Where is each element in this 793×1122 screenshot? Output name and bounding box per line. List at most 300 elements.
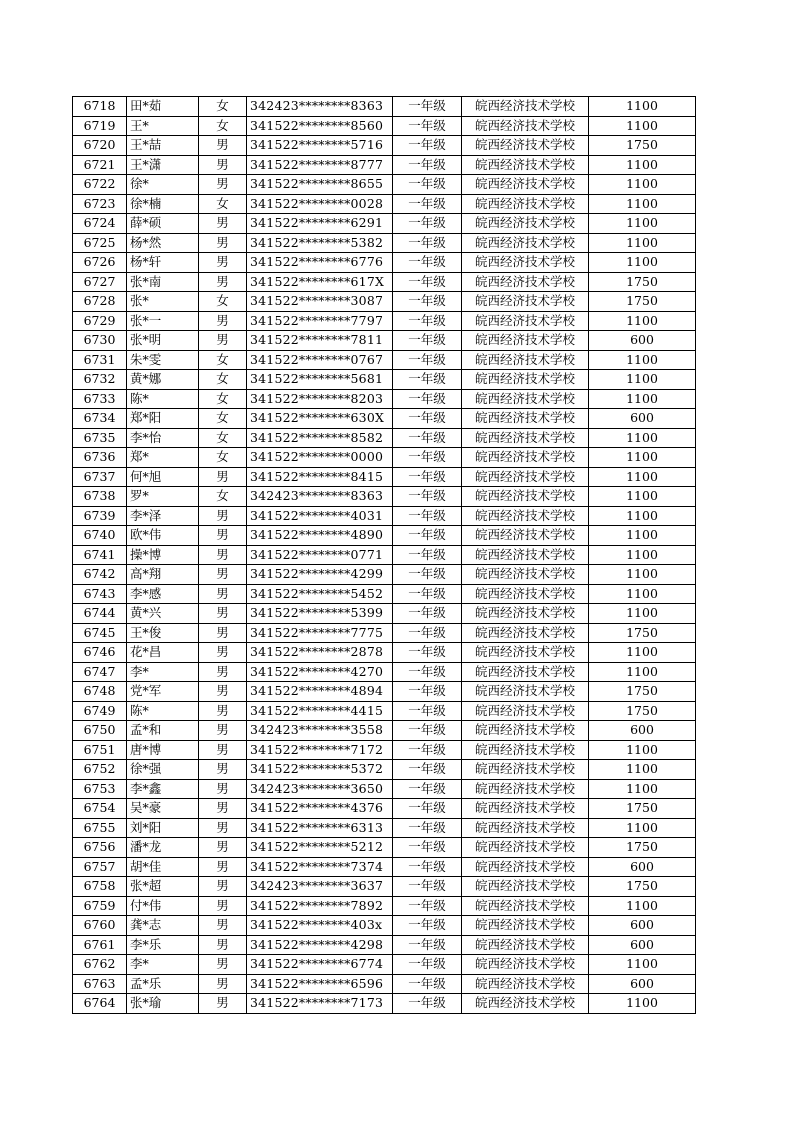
cell-school: 皖西经济技术学校	[462, 331, 589, 351]
cell-school: 皖西经济技术学校	[462, 838, 589, 858]
cell-amount: 1100	[589, 311, 696, 331]
cell-gender: 男	[199, 331, 247, 351]
table-row	[73, 584, 696, 604]
cell-student-name: 杨*然	[127, 233, 199, 253]
cell-gender: 男	[199, 545, 247, 565]
cell-serial-number: 6724	[73, 214, 127, 234]
table-row	[73, 779, 696, 799]
student-subsidy-table	[72, 96, 696, 1014]
cell-student-name: 花*昌	[127, 643, 199, 663]
cell-grade: 一年级	[393, 311, 462, 331]
cell-id-number: 341522********0771	[247, 545, 393, 565]
cell-id-number: 341522********4031	[247, 506, 393, 526]
cell-grade: 一年级	[393, 370, 462, 390]
cell-gender: 男	[199, 760, 247, 780]
cell-school: 皖西经济技术学校	[462, 935, 589, 955]
cell-serial-number: 6742	[73, 565, 127, 585]
cell-grade: 一年级	[393, 136, 462, 156]
cell-grade: 一年级	[393, 935, 462, 955]
cell-school: 皖西经济技术学校	[462, 292, 589, 312]
cell-id-number: 341522********4376	[247, 799, 393, 819]
cell-id-number: 341522********5681	[247, 370, 393, 390]
table-row	[73, 740, 696, 760]
cell-gender: 男	[199, 526, 247, 546]
table-row	[73, 253, 696, 273]
cell-amount: 1100	[589, 643, 696, 663]
cell-school: 皖西经济技术学校	[462, 643, 589, 663]
cell-student-name: 王*潇	[127, 155, 199, 175]
cell-school: 皖西经济技术学校	[462, 799, 589, 819]
cell-id-number: 341522********4890	[247, 526, 393, 546]
cell-student-name: 薛*硕	[127, 214, 199, 234]
table-row	[73, 877, 696, 897]
cell-amount: 1100	[589, 233, 696, 253]
cell-gender: 女	[199, 194, 247, 214]
cell-serial-number: 6756	[73, 838, 127, 858]
cell-grade: 一年级	[393, 896, 462, 916]
cell-grade: 一年级	[393, 916, 462, 936]
cell-id-number: 341522********5372	[247, 760, 393, 780]
table-row	[73, 916, 696, 936]
cell-serial-number: 6755	[73, 818, 127, 838]
cell-school: 皖西经济技术学校	[462, 974, 589, 994]
cell-grade: 一年级	[393, 487, 462, 507]
cell-student-name: 唐*博	[127, 740, 199, 760]
cell-serial-number: 6719	[73, 116, 127, 136]
cell-student-name: 潘*龙	[127, 838, 199, 858]
table-row	[73, 350, 696, 370]
cell-serial-number: 6751	[73, 740, 127, 760]
cell-id-number: 341522********7811	[247, 331, 393, 351]
cell-student-name: 王*俊	[127, 623, 199, 643]
cell-gender: 男	[199, 701, 247, 721]
table-row	[73, 272, 696, 292]
table-row	[73, 838, 696, 858]
cell-grade: 一年级	[393, 116, 462, 136]
cell-school: 皖西经济技术学校	[462, 233, 589, 253]
table-row	[73, 233, 696, 253]
cell-amount: 1100	[589, 994, 696, 1014]
cell-id-number: 341522********630X	[247, 409, 393, 429]
cell-serial-number: 6735	[73, 428, 127, 448]
cell-student-name: 徐*强	[127, 760, 199, 780]
table-row	[73, 701, 696, 721]
cell-id-number: 341522********4298	[247, 935, 393, 955]
cell-gender: 男	[199, 877, 247, 897]
cell-gender: 女	[199, 292, 247, 312]
cell-grade: 一年级	[393, 760, 462, 780]
cell-id-number: 341522********8203	[247, 389, 393, 409]
cell-student-name: 刘*阳	[127, 818, 199, 838]
cell-amount: 1100	[589, 526, 696, 546]
table-row	[73, 935, 696, 955]
cell-school: 皖西经济技术学校	[462, 740, 589, 760]
cell-serial-number: 6748	[73, 682, 127, 702]
cell-id-number: 341522********6291	[247, 214, 393, 234]
table-row	[73, 506, 696, 526]
cell-id-number: 341522********0028	[247, 194, 393, 214]
cell-student-name: 李*	[127, 955, 199, 975]
cell-id-number: 341522********7374	[247, 857, 393, 877]
cell-id-number: 341522********2878	[247, 643, 393, 663]
table-row	[73, 682, 696, 702]
table-row	[73, 175, 696, 195]
table-row	[73, 662, 696, 682]
cell-student-name: 龚*志	[127, 916, 199, 936]
cell-gender: 男	[199, 136, 247, 156]
cell-amount: 1100	[589, 487, 696, 507]
cell-grade: 一年级	[393, 506, 462, 526]
cell-gender: 男	[199, 779, 247, 799]
cell-grade: 一年级	[393, 818, 462, 838]
cell-grade: 一年级	[393, 214, 462, 234]
cell-amount: 1100	[589, 955, 696, 975]
cell-school: 皖西经济技术学校	[462, 721, 589, 741]
cell-amount: 1100	[589, 194, 696, 214]
table-row	[73, 974, 696, 994]
table-row	[73, 643, 696, 663]
table-row	[73, 194, 696, 214]
cell-school: 皖西经济技术学校	[462, 487, 589, 507]
table-row	[73, 487, 696, 507]
cell-amount: 1100	[589, 779, 696, 799]
cell-student-name: 胡*佳	[127, 857, 199, 877]
cell-school: 皖西经济技术学校	[462, 370, 589, 390]
cell-grade: 一年级	[393, 604, 462, 624]
cell-amount: 600	[589, 935, 696, 955]
cell-serial-number: 6762	[73, 955, 127, 975]
cell-amount: 1100	[589, 506, 696, 526]
cell-school: 皖西经济技术学校	[462, 389, 589, 409]
cell-amount: 1750	[589, 838, 696, 858]
cell-id-number: 341522********7173	[247, 994, 393, 1014]
cell-student-name: 张*南	[127, 272, 199, 292]
cell-school: 皖西经济技术学校	[462, 97, 589, 117]
table-row	[73, 311, 696, 331]
cell-gender: 男	[199, 233, 247, 253]
cell-gender: 男	[199, 214, 247, 234]
cell-grade: 一年级	[393, 799, 462, 819]
cell-id-number: 341522********0767	[247, 350, 393, 370]
cell-gender: 男	[199, 857, 247, 877]
cell-student-name: 李*怡	[127, 428, 199, 448]
cell-serial-number: 6744	[73, 604, 127, 624]
cell-grade: 一年级	[393, 272, 462, 292]
cell-serial-number: 6731	[73, 350, 127, 370]
cell-id-number: 341522********4270	[247, 662, 393, 682]
cell-grade: 一年级	[393, 740, 462, 760]
cell-serial-number: 6718	[73, 97, 127, 117]
cell-gender: 男	[199, 662, 247, 682]
cell-student-name: 何*旭	[127, 467, 199, 487]
cell-serial-number: 6734	[73, 409, 127, 429]
cell-serial-number: 6764	[73, 994, 127, 1014]
cell-school: 皖西经济技术学校	[462, 994, 589, 1014]
cell-gender: 男	[199, 721, 247, 741]
cell-id-number: 341522********5399	[247, 604, 393, 624]
cell-grade: 一年级	[393, 350, 462, 370]
cell-amount: 600	[589, 721, 696, 741]
cell-student-name: 吴*豪	[127, 799, 199, 819]
cell-school: 皖西经济技术学校	[462, 116, 589, 136]
cell-grade: 一年级	[393, 448, 462, 468]
cell-serial-number: 6749	[73, 701, 127, 721]
cell-grade: 一年级	[393, 643, 462, 663]
cell-amount: 1100	[589, 116, 696, 136]
cell-student-name: 田*茹	[127, 97, 199, 117]
cell-student-name: 孟*和	[127, 721, 199, 741]
cell-serial-number: 6720	[73, 136, 127, 156]
cell-student-name: 李*感	[127, 584, 199, 604]
cell-amount: 1100	[589, 467, 696, 487]
cell-amount: 1100	[589, 448, 696, 468]
cell-school: 皖西经济技术学校	[462, 311, 589, 331]
cell-amount: 1100	[589, 155, 696, 175]
cell-serial-number: 6754	[73, 799, 127, 819]
cell-serial-number: 6732	[73, 370, 127, 390]
cell-gender: 男	[199, 974, 247, 994]
table-row	[73, 818, 696, 838]
table-row	[73, 545, 696, 565]
cell-school: 皖西经济技术学校	[462, 779, 589, 799]
cell-grade: 一年级	[393, 409, 462, 429]
cell-amount: 1100	[589, 97, 696, 117]
cell-id-number: 341522********7892	[247, 896, 393, 916]
cell-grade: 一年级	[393, 253, 462, 273]
cell-grade: 一年级	[393, 857, 462, 877]
cell-serial-number: 6729	[73, 311, 127, 331]
cell-serial-number: 6738	[73, 487, 127, 507]
cell-student-name: 王*喆	[127, 136, 199, 156]
cell-serial-number: 6747	[73, 662, 127, 682]
cell-id-number: 341522********5452	[247, 584, 393, 604]
cell-amount: 600	[589, 331, 696, 351]
cell-gender: 男	[199, 896, 247, 916]
cell-school: 皖西经济技术学校	[462, 857, 589, 877]
cell-serial-number: 6758	[73, 877, 127, 897]
cell-serial-number: 6763	[73, 974, 127, 994]
cell-amount: 1750	[589, 272, 696, 292]
cell-student-name: 徐*	[127, 175, 199, 195]
cell-id-number: 342423********8363	[247, 97, 393, 117]
cell-gender: 男	[199, 623, 247, 643]
cell-grade: 一年级	[393, 662, 462, 682]
cell-grade: 一年级	[393, 526, 462, 546]
cell-gender: 女	[199, 487, 247, 507]
cell-student-name: 黄*娜	[127, 370, 199, 390]
cell-serial-number: 6722	[73, 175, 127, 195]
cell-id-number: 341522********8582	[247, 428, 393, 448]
cell-school: 皖西经济技术学校	[462, 662, 589, 682]
table-row	[73, 721, 696, 741]
cell-school: 皖西经济技术学校	[462, 818, 589, 838]
cell-gender: 男	[199, 818, 247, 838]
cell-gender: 女	[199, 428, 247, 448]
cell-grade: 一年级	[393, 779, 462, 799]
cell-serial-number: 6721	[73, 155, 127, 175]
cell-amount: 1100	[589, 350, 696, 370]
cell-serial-number: 6725	[73, 233, 127, 253]
cell-grade: 一年级	[393, 467, 462, 487]
cell-gender: 女	[199, 116, 247, 136]
cell-grade: 一年级	[393, 428, 462, 448]
cell-grade: 一年级	[393, 565, 462, 585]
cell-amount: 1750	[589, 682, 696, 702]
cell-student-name: 杨*轩	[127, 253, 199, 273]
cell-school: 皖西经济技术学校	[462, 155, 589, 175]
cell-gender: 男	[199, 253, 247, 273]
cell-student-name: 李*	[127, 662, 199, 682]
cell-school: 皖西经济技术学校	[462, 428, 589, 448]
cell-school: 皖西经济技术学校	[462, 760, 589, 780]
cell-gender: 男	[199, 955, 247, 975]
cell-gender: 女	[199, 409, 247, 429]
table-row	[73, 428, 696, 448]
cell-gender: 男	[199, 272, 247, 292]
cell-school: 皖西经济技术学校	[462, 506, 589, 526]
cell-amount: 600	[589, 974, 696, 994]
table-row	[73, 857, 696, 877]
table-row	[73, 97, 696, 117]
table-row	[73, 760, 696, 780]
cell-gender: 男	[199, 838, 247, 858]
cell-amount: 1100	[589, 253, 696, 273]
cell-student-name: 郑*	[127, 448, 199, 468]
cell-student-name: 付*伟	[127, 896, 199, 916]
cell-student-name: 朱*雯	[127, 350, 199, 370]
cell-amount: 1100	[589, 584, 696, 604]
cell-id-number: 342423********3558	[247, 721, 393, 741]
cell-student-name: 张*瑜	[127, 994, 199, 1014]
table-row	[73, 409, 696, 429]
cell-student-name: 孟*乐	[127, 974, 199, 994]
table-row	[73, 389, 696, 409]
cell-grade: 一年级	[393, 155, 462, 175]
table-row	[73, 155, 696, 175]
cell-student-name: 操*博	[127, 545, 199, 565]
cell-amount: 600	[589, 857, 696, 877]
cell-school: 皖西经济技术学校	[462, 565, 589, 585]
cell-gender: 男	[199, 799, 247, 819]
cell-amount: 1100	[589, 214, 696, 234]
table-row	[73, 467, 696, 487]
cell-student-name: 罗*	[127, 487, 199, 507]
cell-gender: 男	[199, 175, 247, 195]
cell-grade: 一年级	[393, 994, 462, 1014]
cell-serial-number: 6733	[73, 389, 127, 409]
cell-grade: 一年级	[393, 838, 462, 858]
cell-student-name: 陈*	[127, 389, 199, 409]
cell-id-number: 341522********7775	[247, 623, 393, 643]
cell-amount: 1750	[589, 701, 696, 721]
cell-serial-number: 6739	[73, 506, 127, 526]
cell-serial-number: 6726	[73, 253, 127, 273]
table-row	[73, 526, 696, 546]
cell-id-number: 341522********6774	[247, 955, 393, 975]
cell-school: 皖西经济技术学校	[462, 526, 589, 546]
cell-grade: 一年级	[393, 194, 462, 214]
cell-serial-number: 6757	[73, 857, 127, 877]
cell-school: 皖西经济技术学校	[462, 701, 589, 721]
cell-school: 皖西经济技术学校	[462, 136, 589, 156]
cell-serial-number: 6746	[73, 643, 127, 663]
cell-amount: 1750	[589, 292, 696, 312]
cell-serial-number: 6759	[73, 896, 127, 916]
cell-school: 皖西经济技术学校	[462, 448, 589, 468]
cell-id-number: 341522********617X	[247, 272, 393, 292]
cell-gender: 女	[199, 448, 247, 468]
cell-school: 皖西经济技术学校	[462, 916, 589, 936]
cell-student-name: 高*翔	[127, 565, 199, 585]
cell-serial-number: 6730	[73, 331, 127, 351]
cell-serial-number: 6737	[73, 467, 127, 487]
cell-serial-number: 6736	[73, 448, 127, 468]
cell-amount: 1100	[589, 818, 696, 838]
table-row	[73, 116, 696, 136]
cell-amount: 1100	[589, 760, 696, 780]
cell-student-name: 徐*楠	[127, 194, 199, 214]
table-row	[73, 799, 696, 819]
cell-student-name: 张*	[127, 292, 199, 312]
cell-id-number: 341522********6313	[247, 818, 393, 838]
cell-school: 皖西经济技术学校	[462, 350, 589, 370]
cell-grade: 一年级	[393, 331, 462, 351]
table-row	[73, 623, 696, 643]
cell-serial-number: 6728	[73, 292, 127, 312]
cell-school: 皖西经济技术学校	[462, 467, 589, 487]
cell-student-name: 李*泽	[127, 506, 199, 526]
cell-gender: 女	[199, 370, 247, 390]
cell-grade: 一年级	[393, 584, 462, 604]
cell-id-number: 342423********3650	[247, 779, 393, 799]
cell-student-name: 郑*阳	[127, 409, 199, 429]
cell-amount: 1100	[589, 428, 696, 448]
cell-id-number: 341522********7797	[247, 311, 393, 331]
cell-gender: 男	[199, 565, 247, 585]
cell-grade: 一年级	[393, 682, 462, 702]
cell-school: 皖西经济技术学校	[462, 877, 589, 897]
cell-id-number: 341522********7172	[247, 740, 393, 760]
cell-grade: 一年级	[393, 623, 462, 643]
cell-student-name: 李*鑫	[127, 779, 199, 799]
cell-student-name: 张*超	[127, 877, 199, 897]
table-body	[73, 97, 696, 1014]
cell-gender: 男	[199, 994, 247, 1014]
cell-school: 皖西经济技术学校	[462, 545, 589, 565]
cell-amount: 1100	[589, 370, 696, 390]
cell-gender: 男	[199, 604, 247, 624]
cell-gender: 男	[199, 506, 247, 526]
cell-grade: 一年级	[393, 292, 462, 312]
cell-amount: 600	[589, 409, 696, 429]
cell-id-number: 341522********8777	[247, 155, 393, 175]
cell-amount: 1100	[589, 604, 696, 624]
cell-id-number: 341522********5382	[247, 233, 393, 253]
cell-serial-number: 6740	[73, 526, 127, 546]
cell-id-number: 341522********3087	[247, 292, 393, 312]
cell-id-number: 341522********6596	[247, 974, 393, 994]
cell-gender: 男	[199, 740, 247, 760]
cell-id-number: 341522********5716	[247, 136, 393, 156]
cell-gender: 男	[199, 682, 247, 702]
cell-id-number: 342423********3637	[247, 877, 393, 897]
cell-id-number: 342423********8363	[247, 487, 393, 507]
cell-amount: 1100	[589, 896, 696, 916]
cell-serial-number: 6750	[73, 721, 127, 741]
cell-grade: 一年级	[393, 389, 462, 409]
cell-id-number: 341522********8560	[247, 116, 393, 136]
cell-grade: 一年级	[393, 233, 462, 253]
